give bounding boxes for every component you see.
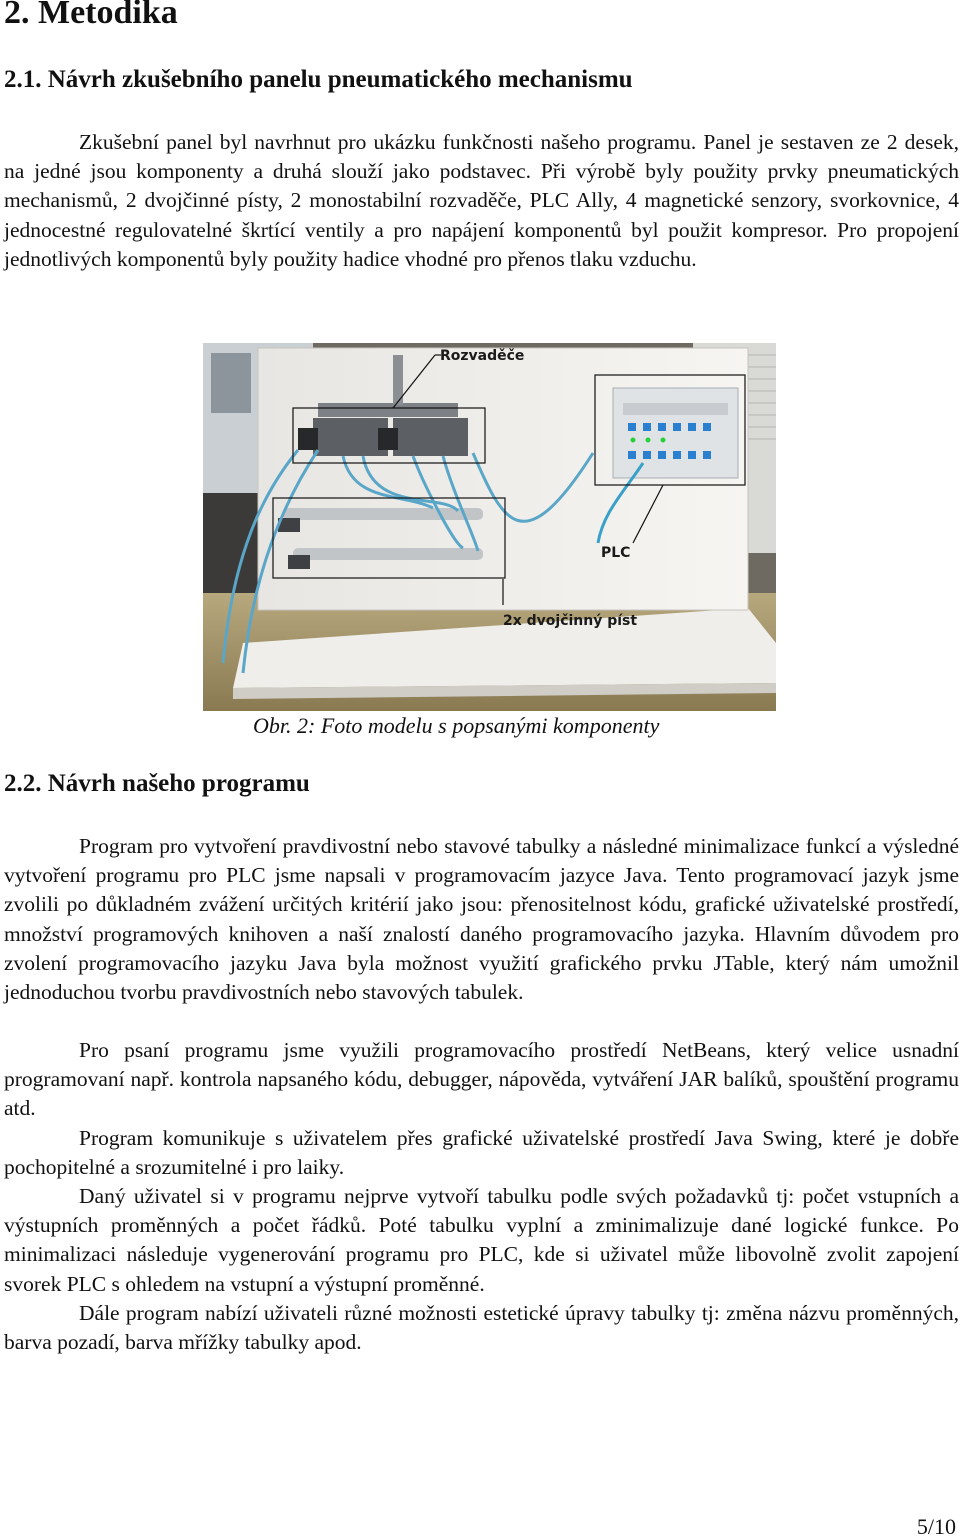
section-title-2-2: 2.2. Návrh našeho programu [4, 770, 310, 797]
figure-photo [203, 343, 776, 711]
section-2-paragraph-3-text: Program komunikuje s uživatelem přes grafické uživatelské prostředí Java Swing, které je dobře pochopitelné a srozumitelné i pro laiky. [4, 1126, 959, 1180]
section-2-paragraph-2-text: Pro psaní programu jsme využili programovacího prostředí NetBeans, který velice usnadní programovaní např. kontrola napsaného kódu, debugger, nápověda, vytváření JAR balíků, spouštění programu atd. [4, 1038, 959, 1121]
section-2-paragraph-4-text: Daný uživatel si v programu nejprve vytvoří tabulku podle svých požadavků tj: počet vstupních a výstupních proměnných a počet řádků. Poté tabulku vyplní a zminimalizuje dané logické funkce. Po minimalizaci následuje vygenerování programu pro PLC, kde si uživatel může libovolně zvolit zapojení svorek PLC s ohledem na vstupní a výstupní proměnné. [4, 1184, 959, 1296]
chapter-title: 2. Metodika [4, 0, 178, 31]
section-1-paragraph-text: Zkušební panel byl navrhnut pro ukázku funkčnosti našeho programu. Panel je sestaven ze 2 desek, na jedné jsou komponenty a druhá slouží jako podstavec. Při výrobě byly použity prvky pneumatických mechanismů, 2 dvojčinné písty, 2 monostabilní rozvaděče, PLC Ally, 4 magnetické senzory, svorkovnice, 4 jednocestné regulovatelné škrtící ventily a pro napájení komponentů byl použit kompresor. Pro propojení jednotlivých komponentů byly použity hadice vhodné pro přenos tlaku vzduchu. [4, 130, 959, 271]
section-title-2-1: 2.1. Návrh zkušebního panelu pneumatického mechanismu [4, 66, 633, 93]
section-1-paragraph [4, 128, 959, 274]
section-2-paragraph-1-text: Program pro vytvoření pravdivostní nebo stavové tabulky a následné minimalizace funkcí a výsledné vytvoření programu pro PLC jsme napsali v programovacím jazyce Java. Tento programovací jazyk jsme zvolili po důkladném zvážení určitých kritérií jako jsou: přenositelnost kódu, grafické uživatelské prostředí, množství programových knihoven a naší znalostí daného programovacího jazyka. Hlavním důvodem pro zvolení programovacího jazyku Java byla možnost využití grafického prvku JTable, který nám umožnil jednoduchou tvorbu pravdivostních nebo stavových tabulek. [4, 834, 959, 1005]
figure-caption: Obr. 2: Foto modelu s popsanými komponenty [253, 713, 660, 738]
section-2-paragraph-3 [4, 1124, 959, 1182]
section-2-paragraph-5-text: Dále program nabízí uživateli různé možnosti estetické úpravy tabulky tj: změna názvu proměnných, barva pozadí, barva mřížky tabulky apod. [4, 1301, 959, 1355]
pistons-label: 2x dvojčinný píst [503, 613, 638, 629]
page-number: 5/10 [916, 1514, 956, 1539]
section-2-paragraph-2 [4, 1036, 959, 1124]
plc-label: PLC [601, 545, 631, 561]
panel-photo-illustration [203, 343, 776, 711]
section-2-paragraph-4 [4, 1182, 959, 1299]
section-2-paragraph-5 [4, 1299, 959, 1357]
valves-label: Rozvaděče [440, 348, 525, 364]
section-2-paragraph-1 [4, 832, 959, 1007]
